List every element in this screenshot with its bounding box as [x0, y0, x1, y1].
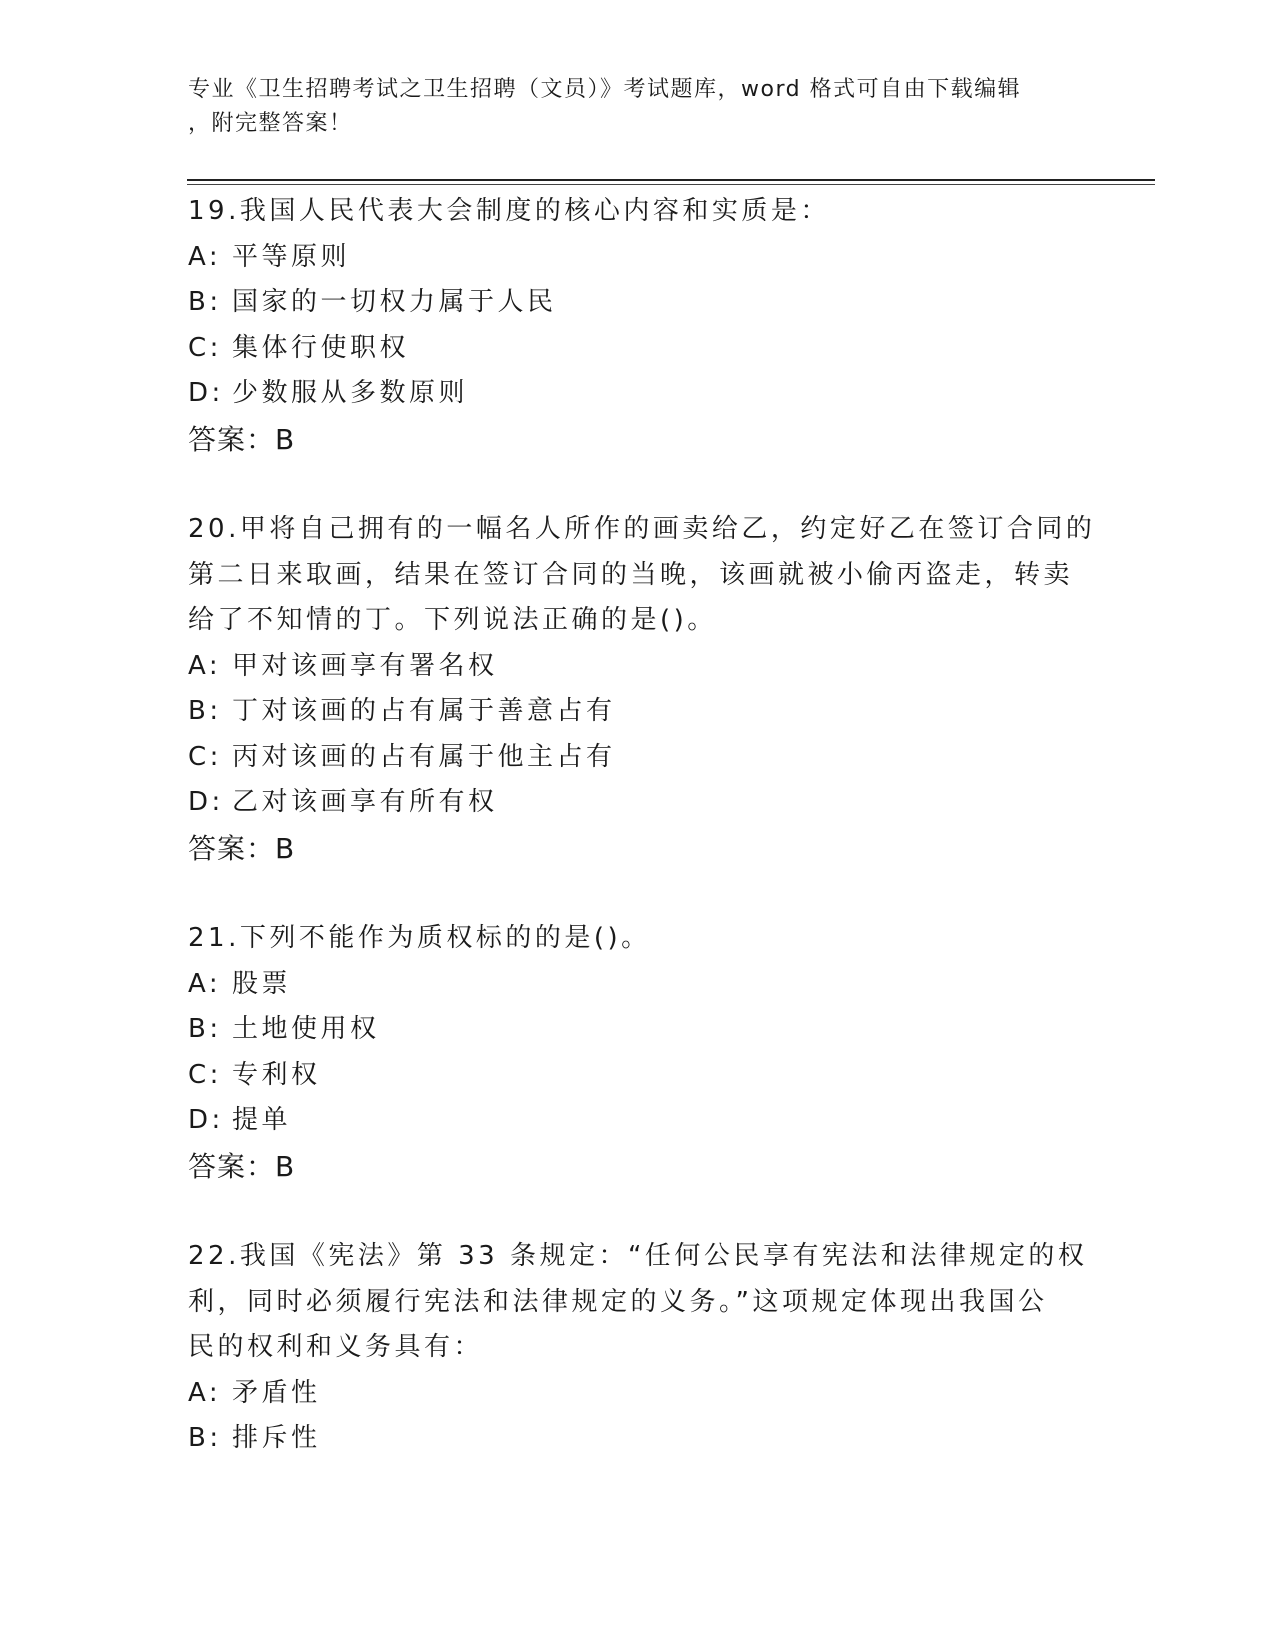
header-line-1: 专业《卫生招聘考试之卫生招聘（文员）》考试题库，word 格式可自由下载编辑 — [188, 77, 1022, 102]
question-spacer — [188, 462, 1088, 507]
question-19 — [188, 189, 1088, 462]
option-text: 丙对该画的占有属于他主占有 — [232, 741, 616, 772]
option-key: D: — [188, 378, 224, 408]
option-text: 矛盾性 — [232, 1377, 321, 1408]
option-b — [188, 1007, 1088, 1053]
answer-line: 答案：B — [188, 1149, 296, 1183]
question-text: 利，同时必须履行宪法和法律规定的义务。”这项规定体现出我国公 — [188, 1286, 1048, 1317]
option-text: 专利权 — [232, 1059, 321, 1090]
option-c — [188, 735, 1088, 781]
option-a — [188, 1371, 1088, 1417]
question-22 — [188, 1234, 1088, 1462]
option-a — [188, 962, 1088, 1008]
header-line-2: ，附完整答案！ — [188, 111, 353, 136]
option-key: A: — [188, 650, 222, 681]
question-20 — [188, 507, 1096, 871]
question-spacer — [188, 1189, 1088, 1234]
option-text: 股票 — [232, 968, 292, 999]
question-text: 民的权利和义务具有： — [188, 1332, 484, 1362]
option-key: A: — [188, 1377, 222, 1408]
question-text: 20.甲将自己拥有的一幅名人所作的画卖给乙，约定好乙在签订合同的 — [188, 514, 1096, 544]
answer-line: 答案：B — [188, 422, 296, 456]
option-b — [188, 1416, 1088, 1462]
header-rule-thick — [187, 179, 1155, 181]
option-text: 乙对该画享有所有权 — [232, 787, 498, 817]
option-a — [188, 644, 1088, 690]
question-text: 19.我国人民代表大会制度的核心内容和实质是： — [188, 196, 830, 226]
option-c — [188, 1053, 1088, 1099]
option-c — [188, 326, 1088, 372]
option-key: C: — [188, 1059, 222, 1090]
option-key: A: — [188, 968, 222, 999]
option-d — [188, 780, 1088, 826]
option-a — [188, 235, 1088, 281]
option-text: 丁对该画的占有属于善意占有 — [232, 696, 616, 726]
option-key: D: — [188, 1105, 224, 1135]
option-text: 土地使用权 — [232, 1014, 380, 1044]
question-text: 给了不知情的丁。下列说法正确的是()。 — [188, 605, 717, 635]
question-21 — [188, 916, 1088, 1189]
option-text: 平等原则 — [232, 241, 351, 272]
question-spacer — [188, 871, 1088, 916]
option-key: B: — [188, 1423, 222, 1453]
option-d — [188, 1098, 1088, 1144]
option-b — [188, 280, 1088, 326]
document-header — [188, 73, 1088, 141]
option-text: 甲对该画享有署名权 — [232, 650, 498, 681]
option-b — [188, 689, 1088, 735]
option-key: C: — [188, 741, 222, 772]
option-key: C: — [188, 332, 222, 363]
answer-line: 答案：B — [188, 831, 296, 865]
question-text: 第二日来取画，结果在签订合同的当晚，该画就被小偷丙盗走，转卖 — [188, 559, 1074, 590]
option-d — [188, 371, 1088, 417]
question-text: 22.我国《宪法》第 33 条规定：“任何公民享有宪法和法律规定的权 — [188, 1241, 1088, 1271]
option-key: B: — [188, 287, 222, 317]
header-rule-thin — [187, 184, 1155, 185]
option-text: 国家的一切权力属于人民 — [232, 287, 557, 317]
question-text: 21.下列不能作为质权标的的是()。 — [188, 923, 651, 953]
option-text: 集体行使职权 — [232, 332, 410, 363]
option-key: A: — [188, 241, 222, 272]
option-text: 少数服从多数原则 — [232, 378, 469, 408]
option-key: D: — [188, 787, 224, 817]
option-key: B: — [188, 696, 222, 726]
option-text: 提单 — [232, 1105, 292, 1135]
option-text: 排斥性 — [232, 1423, 321, 1453]
question-list — [188, 189, 1096, 1462]
option-key: B: — [188, 1014, 222, 1044]
